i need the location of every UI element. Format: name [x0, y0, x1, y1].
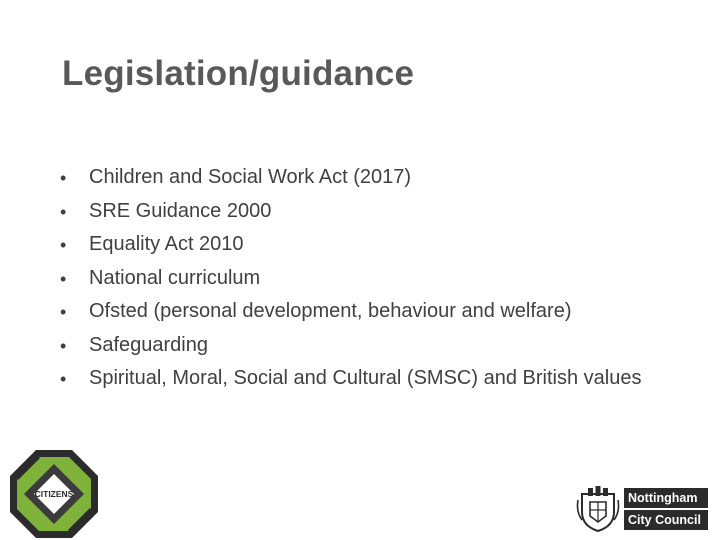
bullet-item [60, 161, 700, 194]
bullet-text: Ofsted (personal development, behaviour and welfare) [89, 300, 572, 322]
bullet-item [60, 195, 700, 228]
bullet-icon: • [60, 168, 67, 188]
council-name-line1: Nottingham [624, 488, 708, 508]
bullet-item [60, 262, 700, 295]
city-council-logo [576, 486, 706, 532]
bullet-text: Equality Act 2010 [89, 233, 244, 255]
bullet-list [60, 161, 700, 396]
bullet-icon: • [60, 235, 67, 255]
badge-center-word: CITIZENS [34, 489, 74, 499]
council-name-line2: City Council [624, 510, 708, 530]
crest-icon [576, 486, 620, 532]
bullet-text: SRE Guidance 2000 [89, 199, 272, 222]
bullet-text: National curriculum [89, 266, 261, 289]
bullet-item [60, 329, 700, 362]
bullet-item [60, 295, 700, 328]
citizens-badge-logo [8, 448, 100, 540]
bullet-text: Children and Social Work Act (2017) [89, 166, 412, 188]
bullet-icon: • [60, 201, 67, 222]
slide-title: Legislation/guidance [62, 54, 415, 93]
bullet-icon: • [60, 268, 67, 289]
bullet-item [60, 228, 700, 261]
bullet-icon: • [60, 369, 67, 389]
bullet-icon: • [60, 335, 67, 356]
bullet-text: Spiritual, Moral, Social and Cultural (SMSC) and British values [89, 367, 642, 389]
bullet-item [60, 362, 700, 395]
bullet-icon: • [60, 302, 67, 322]
bullet-text: Safeguarding [89, 333, 208, 356]
